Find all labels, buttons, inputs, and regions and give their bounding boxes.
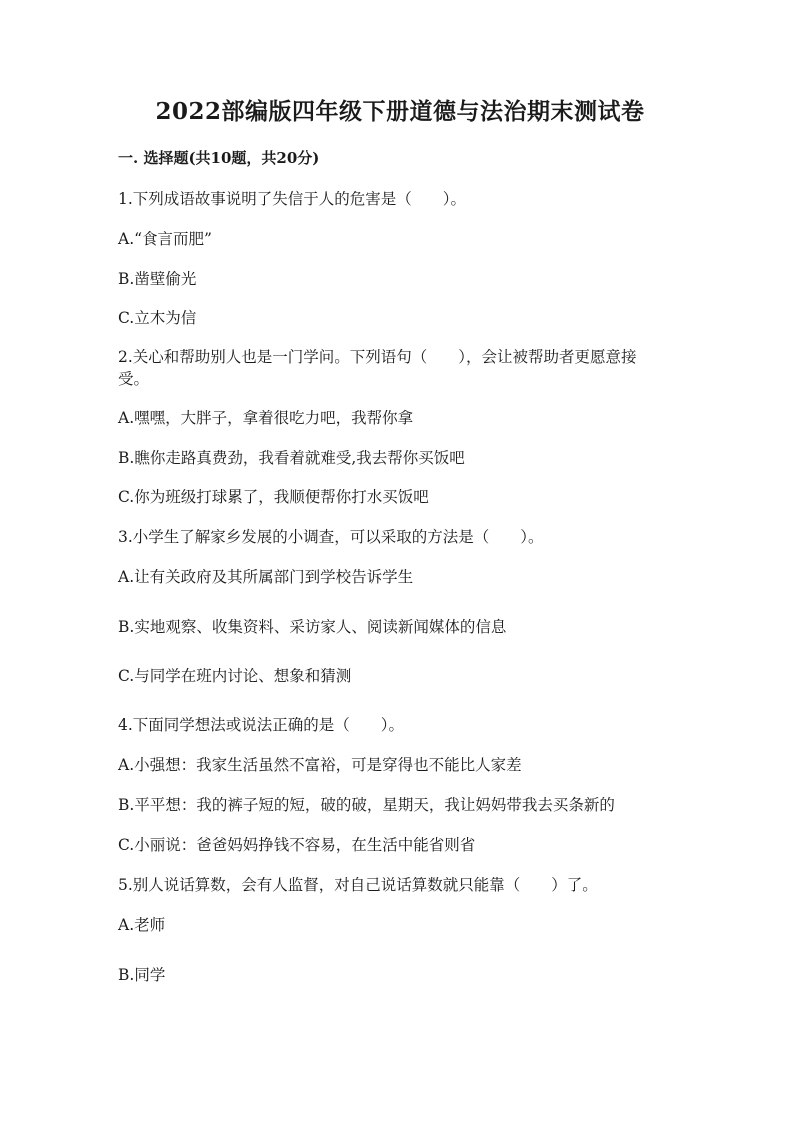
question-4-stem: 4.下面同学想法或说法正确的是（ ）。 (118, 716, 405, 734)
question-3-option-b: B.实地观察、收集资料、采访家人、阅读新闻媒体的信息 (118, 618, 507, 636)
question-1-option-b: B.凿壁偷光 (118, 270, 197, 288)
question-5-stem: 5.别人说话算数，会有人监督，对自己说话算数就只能靠（ ）了。 (118, 876, 598, 894)
question-3-option-c: C.与同学在班内讨论、想象和猜测 (118, 667, 352, 685)
question-2-option-a: A.嘿嘿，大胖子，拿着很吃力吧，我帮你拿 (118, 409, 414, 427)
question-2-option-b: B.瞧你走路真费劲，我看着就难受,我去帮你买饭吧 (118, 449, 465, 467)
section-heading: 一. 选择题(共10题，共20分) (118, 149, 320, 167)
question-3-option-a: A.让有关政府及其所属部门到学校告诉学生 (118, 568, 414, 586)
question-2-option-c: C.你为班级打球累了，我顺便帮你打水买饭吧 (118, 488, 429, 506)
document-title: 2022部编版四年级下册道德与法治期末测试卷 (155, 98, 645, 125)
question-5-option-b: B.同学 (118, 966, 166, 984)
question-2-stem-line-1: 2.关心和帮助别人也是一门学问。下列语句（ ），会让被帮助者更愿意接 (118, 348, 637, 366)
question-4-option-c: C.小丽说：爸爸妈妈挣钱不容易，在生活中能省则省 (118, 836, 476, 854)
question-1-option-c: C.立木为信 (118, 309, 197, 327)
question-4-option-a: A.小强想：我家生活虽然不富裕，可是穿得也不能比人家差 (118, 756, 522, 774)
question-5-option-a: A.老师 (118, 916, 166, 934)
question-1-option-a: A.“食言而肥” (118, 230, 212, 248)
question-1-stem: 1.下列成语故事说明了失信于人的危害是（ ）。 (118, 190, 467, 208)
question-2-stem-line-2: 受。 (118, 370, 150, 388)
question-3-stem: 3.小学生了解家乡发展的小调查，可以采取的方法是（ ）。 (118, 528, 544, 546)
question-4-option-b: B.平平想：我的裤子短的短，破的破，星期天，我让妈妈带我去买条新的 (118, 796, 615, 814)
